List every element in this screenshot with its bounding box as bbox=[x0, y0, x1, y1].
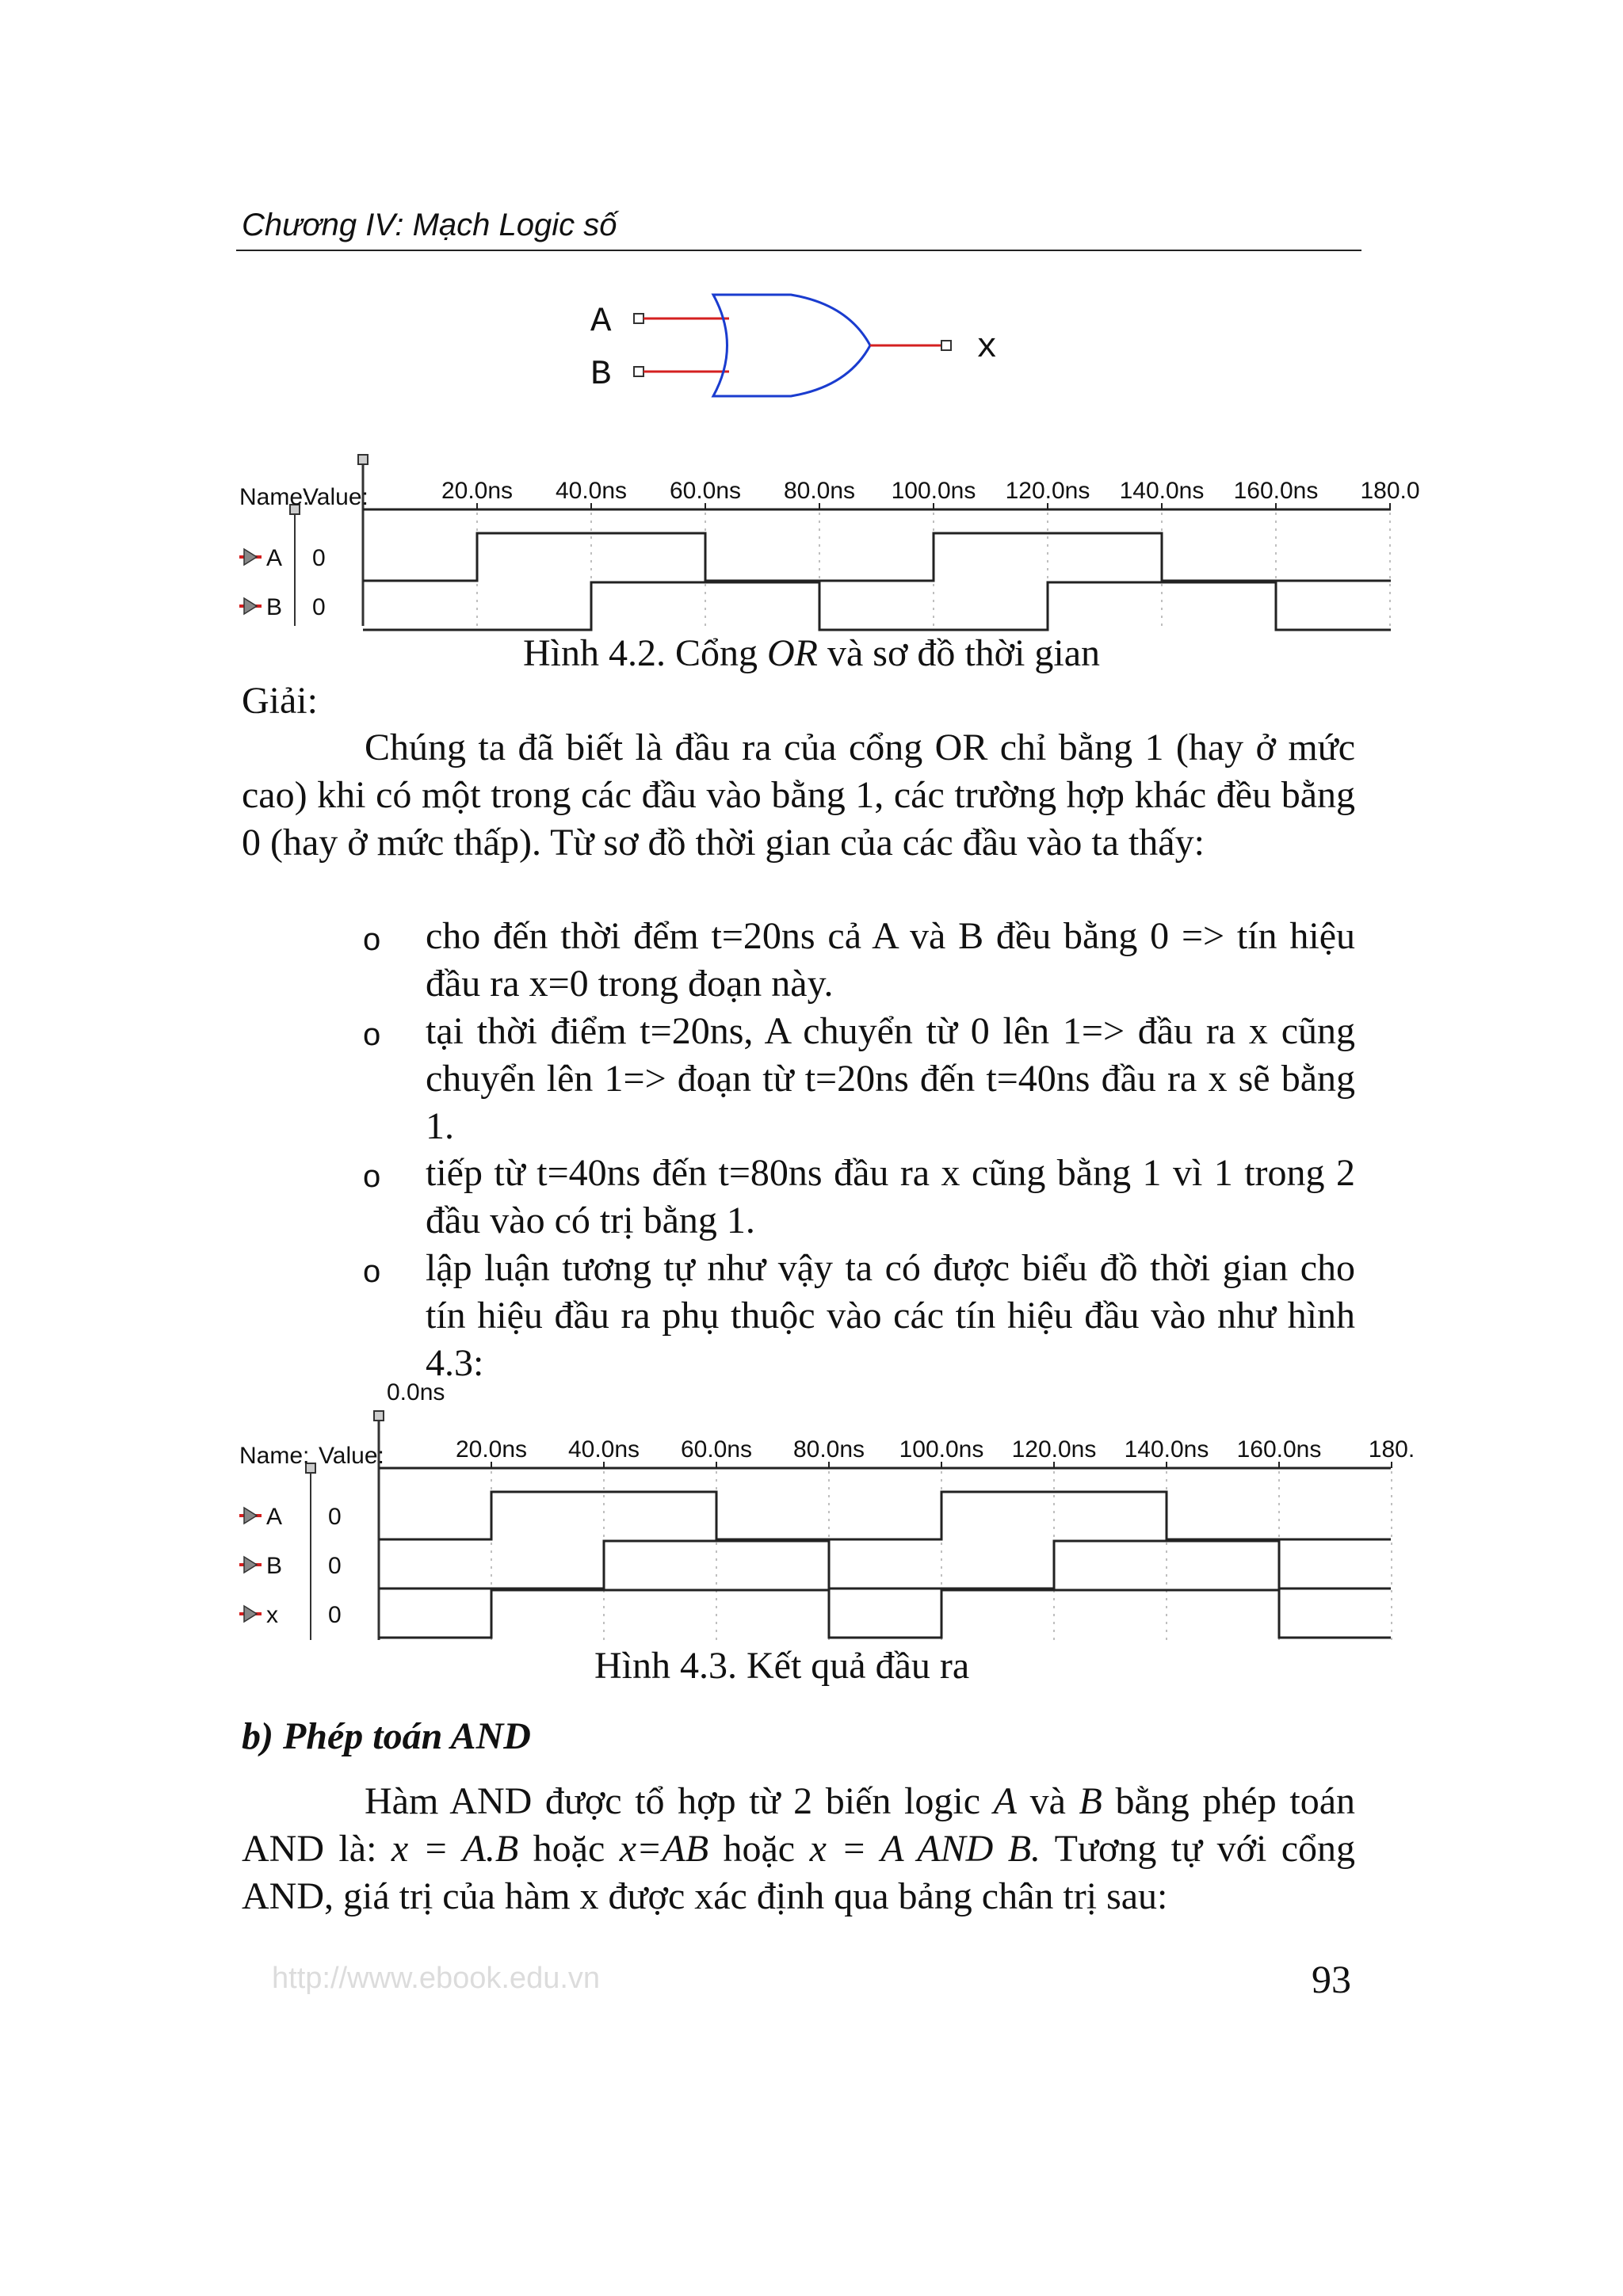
p2-text: và bbox=[1016, 1780, 1079, 1822]
p2-expr: x = A.B bbox=[391, 1828, 519, 1870]
gate-output-label: x bbox=[976, 328, 998, 368]
time-tick-label: 80.0ns bbox=[783, 478, 856, 504]
signal-waveform bbox=[363, 533, 1391, 581]
signal-name: x bbox=[266, 1602, 278, 1628]
p2-text: bằng phép toán AND là: bbox=[242, 1780, 1355, 1870]
bullet-marker: o bbox=[363, 922, 381, 957]
caption-prefix: Hình 4.2. Cổng bbox=[522, 632, 767, 674]
caption-emph: OR bbox=[766, 632, 818, 674]
or-gate-symbol bbox=[713, 295, 870, 396]
paragraph-or-explanation: Chúng ta đã biết là đầu ra của cổng OR chỉ bằng 1 (hay ở mức cao) khi có một trong các đầu vào bằng 1, các trường hợp khác đều bằng 0 (hay ở mức thấp). Từ sơ đồ thời gian của các đầu vào ta thấy: bbox=[242, 727, 1355, 864]
header-rule bbox=[236, 250, 1361, 251]
p2-expr: x = A AND B. bbox=[809, 1828, 1041, 1870]
input-pin-icon bbox=[244, 549, 257, 565]
time-tick-label: 120.0ns bbox=[1005, 478, 1090, 504]
cursor-handle bbox=[358, 455, 368, 464]
input-pin-icon bbox=[244, 598, 257, 614]
p2-text: Hàm AND được tổ hợp từ 2 biến logic bbox=[365, 1780, 994, 1822]
signal-name: A bbox=[266, 1504, 283, 1530]
time-tick-label: 140.0ns bbox=[1124, 1436, 1209, 1463]
bullet-item: tại thời điểm t=20ns, A chuyển từ 0 lên 1=> đầu ra x cũng chuyển lên 1=> đoạn từ t=20ns đến t=40ns đầu ra x sẽ bằng 1. bbox=[426, 1010, 1355, 1147]
caption-suffix: và sơ đồ thời gian bbox=[817, 632, 1101, 674]
page-number: 93 bbox=[1312, 1957, 1351, 2001]
bullet-marker: o bbox=[363, 1159, 381, 1194]
time-tick-label: 40.0ns bbox=[567, 1436, 640, 1463]
signal-waveform bbox=[379, 1590, 1391, 1638]
bullet-item: lập luận tương tự như vậy ta có được biểu đồ thời gian cho tín hiệu đầu ra phụ thuộc vào các tín hiệu đầu vào như hình 4.3: bbox=[426, 1247, 1355, 1384]
p2-text: Tương tự với cổng AND, giá trị của hàm x được xác định qua bảng chân trị sau: bbox=[242, 1828, 1356, 1917]
time-tick-label: 20.0ns bbox=[455, 1436, 528, 1463]
chapter-header: Chương IV: Mạch Logic số bbox=[242, 208, 617, 242]
input-pin-icon bbox=[244, 1557, 257, 1573]
signal-waveform bbox=[379, 1492, 1391, 1539]
bullet-item: tiếp từ t=40ns đến t=80ns đầu ra x cũng bằng 1 vì 1 trong 2 đầu vào có trị bằng 1. bbox=[426, 1152, 1355, 1241]
signal-value: 0 bbox=[328, 1602, 342, 1628]
time-tick-label: 180.0 bbox=[1360, 478, 1420, 504]
gate-pin-b bbox=[634, 367, 643, 376]
signal-value: 0 bbox=[328, 1504, 342, 1530]
bullet-item: cho đến thời đểm t=20ns cả A và B đều bằng 0 => tín hiệu đầu ra x=0 trong đoạn này. bbox=[426, 915, 1355, 1005]
name-column-header: Name: bbox=[239, 484, 310, 510]
signal-value: 0 bbox=[312, 594, 326, 620]
figure-caption-4-2 bbox=[0, 630, 1623, 677]
time-tick-label: 60.0ns bbox=[680, 1436, 753, 1463]
time-tick-label: 180. bbox=[1368, 1436, 1415, 1463]
p2-text: hoặc bbox=[518, 1828, 620, 1870]
value-column-header: Value: bbox=[319, 1443, 384, 1469]
cursor-handle bbox=[374, 1411, 384, 1421]
signal-name: B bbox=[266, 594, 283, 620]
bullet-marker: o bbox=[363, 1017, 381, 1052]
time-tick-label: 60.0ns bbox=[669, 478, 742, 504]
section-title: b) Phép toán AND bbox=[242, 1715, 531, 1757]
cursor-time-label: 0.0ns bbox=[387, 1379, 445, 1405]
timing-diagram-output bbox=[238, 1379, 1415, 1644]
signal-value: 0 bbox=[328, 1553, 342, 1579]
time-tick-label: 140.0ns bbox=[1119, 478, 1205, 504]
time-tick-label: 100.0ns bbox=[899, 1436, 984, 1463]
value-column-header: Value: bbox=[303, 484, 369, 510]
time-tick-label: 40.0ns bbox=[555, 478, 628, 504]
input-pin-icon bbox=[244, 1508, 257, 1524]
gate-input-b-label: B bbox=[590, 355, 612, 395]
time-tick-label: 160.0ns bbox=[1233, 478, 1319, 504]
p2-var-b: B bbox=[1079, 1780, 1102, 1822]
gate-pin-x bbox=[941, 341, 951, 350]
p2-text: hoặc bbox=[708, 1828, 810, 1870]
time-tick-label: 20.0ns bbox=[441, 478, 514, 504]
solution-label: Giải: bbox=[242, 680, 318, 722]
output-pin-icon bbox=[244, 1606, 257, 1622]
time-tick-label: 160.0ns bbox=[1236, 1436, 1322, 1463]
time-tick-label: 120.0ns bbox=[1011, 1436, 1097, 1463]
gate-pin-a bbox=[634, 314, 643, 323]
signal-waveform bbox=[363, 582, 1391, 630]
signal-name: A bbox=[266, 545, 283, 571]
timing-diagram-inputs bbox=[238, 456, 1420, 630]
bullet-marker: o bbox=[363, 1254, 381, 1289]
name-column-header: Name: bbox=[239, 1443, 310, 1469]
watermark-url: http://www.ebook.edu.vn bbox=[272, 1962, 601, 1995]
or-gate-diagram bbox=[571, 285, 1014, 412]
p2-expr: x=AB bbox=[619, 1828, 709, 1870]
p2-var-a: A bbox=[993, 1780, 1017, 1822]
signal-name: B bbox=[266, 1553, 283, 1579]
signal-value: 0 bbox=[312, 545, 326, 571]
paragraph-and-definition bbox=[242, 1778, 1355, 1920]
figure-caption-4-3: Hình 4.3. Kết quả đầu ra bbox=[594, 1645, 970, 1687]
gate-input-a-label: A bbox=[590, 302, 612, 341]
time-tick-label: 80.0ns bbox=[792, 1436, 865, 1463]
time-tick-label: 100.0ns bbox=[891, 478, 976, 504]
signal-waveform bbox=[379, 1541, 1391, 1589]
